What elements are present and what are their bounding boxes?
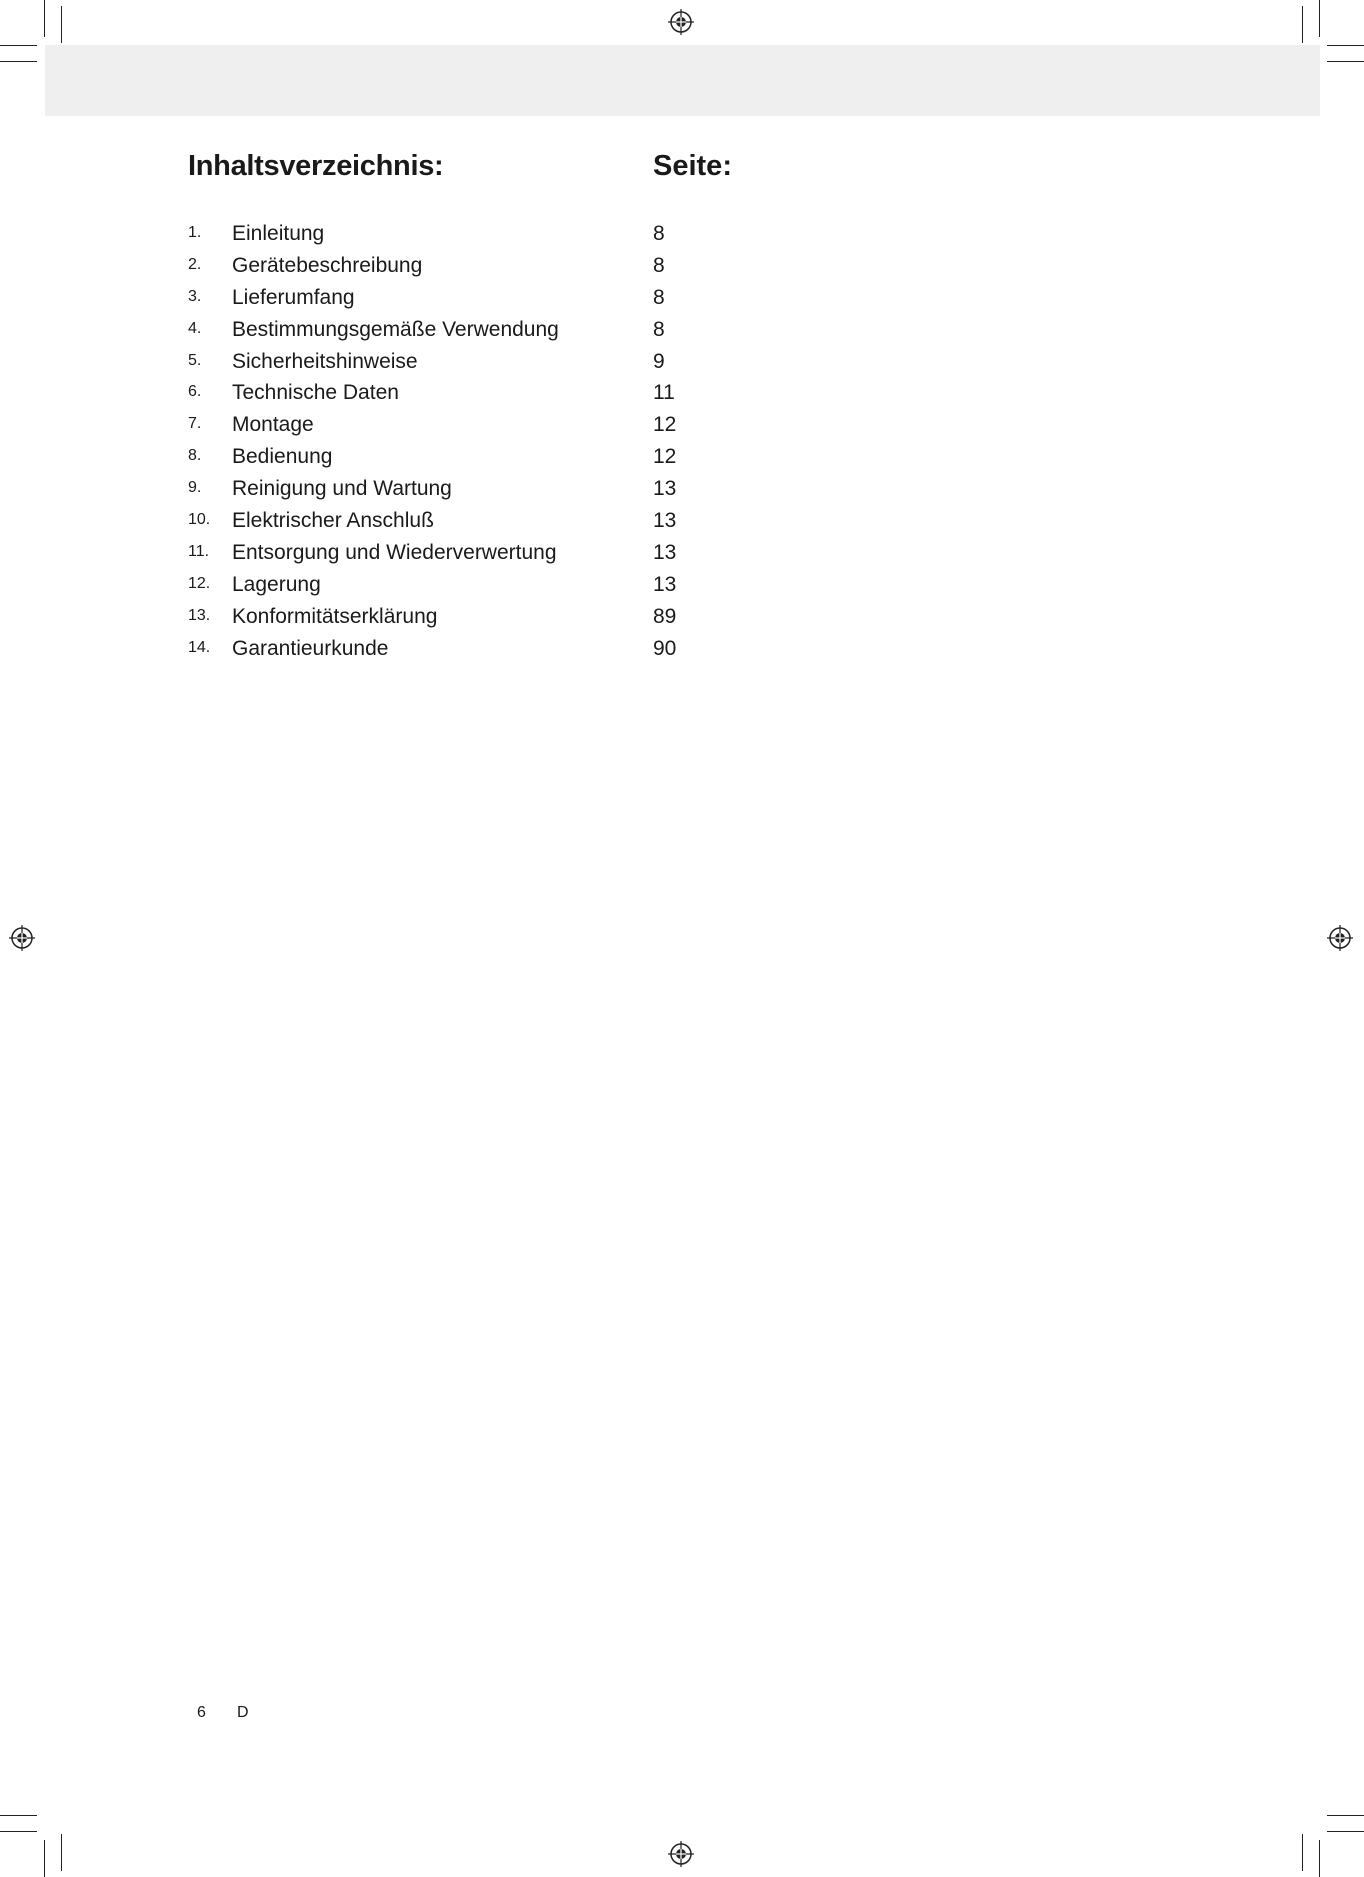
toc-entry-number: 6. xyxy=(188,383,202,401)
toc-entry-number: 3. xyxy=(188,287,202,305)
toc-entry-number: 1. xyxy=(188,224,202,241)
toc-entry-page: 11 xyxy=(653,381,675,405)
crop-mark xyxy=(1327,45,1364,46)
toc-entry xyxy=(188,637,748,669)
toc-entry-label: Konformitätserklärung xyxy=(232,604,438,628)
toc-entry-number: 11. xyxy=(188,542,210,560)
toc-entry-page: 13 xyxy=(653,509,677,533)
toc-entry-page: 9 xyxy=(653,349,665,373)
footer-language-code: D xyxy=(237,1704,249,1721)
toc-entry-label: Technische Daten xyxy=(232,381,399,405)
toc-entry xyxy=(188,350,748,382)
toc-entry-label: Garantieurkunde xyxy=(232,636,389,660)
toc-entry-label: Gerätebeschreibung xyxy=(232,253,423,277)
toc-entry-number: 8. xyxy=(188,447,202,465)
header-band xyxy=(45,45,1320,116)
toc-entry-label: Bestimmungsgemäße Verwendung xyxy=(232,317,559,341)
crop-mark xyxy=(1327,1815,1364,1816)
crop-mark xyxy=(1319,0,1320,37)
toc-entry-page: 13 xyxy=(653,540,677,564)
toc-entry-number: 13. xyxy=(188,606,211,624)
toc-entry-label: Lagerung xyxy=(232,572,321,596)
toc-entry xyxy=(188,605,748,637)
toc-entry-label: Bedienung xyxy=(232,445,333,469)
crop-mark xyxy=(1319,1840,1320,1877)
toc-entry-label: Sicherheitshinweise xyxy=(232,349,418,373)
registration-mark-icon xyxy=(668,9,694,35)
crop-mark xyxy=(44,1840,45,1877)
toc-entry-page: 13 xyxy=(653,572,677,596)
toc-entry-label: Einleitung xyxy=(232,222,325,245)
toc-page-header: Seite: xyxy=(653,150,732,182)
crop-mark xyxy=(1302,6,1303,43)
toc-entry-number: 12. xyxy=(188,574,211,592)
toc-entry-page: 8 xyxy=(653,317,665,341)
footer-page-number: 6 xyxy=(197,1704,206,1721)
crop-mark xyxy=(1327,61,1364,62)
toc-entry-page: 89 xyxy=(653,604,677,628)
toc-entry-page: 12 xyxy=(653,445,677,469)
crop-mark xyxy=(61,1834,62,1871)
toc-entry xyxy=(188,254,748,286)
toc-entry-number: 5. xyxy=(188,351,202,369)
toc-entry-label: Reinigung und Wartung xyxy=(232,477,452,501)
toc-entry-number: 10. xyxy=(188,511,211,529)
crop-mark xyxy=(44,0,45,37)
crop-mark xyxy=(0,1815,37,1816)
toc-entry-page: 8 xyxy=(653,253,665,277)
toc-entry-number: 7. xyxy=(188,415,202,433)
toc-title: Inhaltsverzeichnis: xyxy=(188,150,444,182)
crop-mark xyxy=(1302,1834,1303,1871)
toc-entry-label: Montage xyxy=(232,413,314,437)
toc-entry xyxy=(188,413,748,445)
toc-entry-page: 8 xyxy=(653,222,665,245)
toc-entry xyxy=(188,318,748,350)
crop-mark xyxy=(0,45,37,46)
toc-list xyxy=(188,222,748,668)
registration-mark-icon xyxy=(668,1841,694,1867)
toc-entry xyxy=(188,477,748,509)
toc-entry xyxy=(188,509,748,541)
crop-mark xyxy=(0,61,37,62)
toc-entry xyxy=(188,541,748,573)
registration-mark-icon xyxy=(1327,925,1353,951)
toc-entry xyxy=(188,222,748,254)
toc-entry-number: 4. xyxy=(188,319,202,337)
registration-mark-icon xyxy=(9,925,35,951)
toc-entry xyxy=(188,573,748,605)
toc-entry-label: Elektrischer Anschluß xyxy=(232,509,434,533)
toc-entry-page: 90 xyxy=(653,636,677,660)
toc-entry xyxy=(188,445,748,477)
toc-entry-number: 9. xyxy=(188,479,202,497)
crop-mark xyxy=(61,6,62,43)
toc-entry-label: Lieferumfang xyxy=(232,285,355,309)
toc-entry-page: 13 xyxy=(653,477,677,501)
toc-entry-page: 8 xyxy=(653,285,665,309)
toc-entry xyxy=(188,286,748,318)
toc-entry-page: 12 xyxy=(653,413,677,437)
toc-entry-number: 2. xyxy=(188,255,202,273)
crop-mark xyxy=(1327,1831,1364,1832)
toc-entry-number: 14. xyxy=(188,638,211,656)
toc-entry-label: Entsorgung und Wiederverwertung xyxy=(232,540,557,564)
toc-entry xyxy=(188,381,748,413)
crop-mark xyxy=(0,1831,37,1832)
